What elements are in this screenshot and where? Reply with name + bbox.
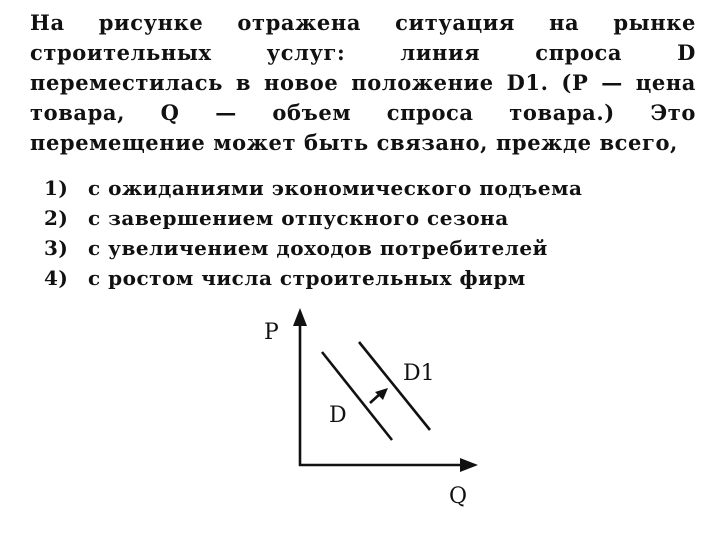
- question-text: На рисунке отражена ситуация на рынке строительных услуг: линия спроса D переместилась в новое положение D1. (P — цена товара, Q — объем спроса товара.) Это перемещение может быть связано, прежде всего,: [30, 10, 696, 155]
- option-text: с завершением отпускного сезона: [88, 206, 509, 230]
- option-number: 1): [44, 176, 69, 200]
- y-axis-arrowhead: [293, 308, 307, 326]
- option-text: с ожиданиями экономического подъема: [88, 176, 583, 200]
- option-text: с увеличением доходов потребителей: [88, 236, 548, 260]
- demand-curve-d1: [359, 342, 430, 430]
- curve-d1-label: D1: [403, 361, 435, 386]
- x-axis-arrowhead: [460, 458, 478, 472]
- curve-d-label: D: [329, 403, 347, 428]
- option-number: 2): [44, 206, 69, 230]
- option-number: 4): [44, 266, 69, 290]
- option-number: 3): [44, 236, 69, 260]
- option-text: с ростом числа строительных фирм: [88, 266, 526, 290]
- y-axis-label: P: [264, 320, 279, 345]
- x-axis-label: Q: [449, 484, 468, 509]
